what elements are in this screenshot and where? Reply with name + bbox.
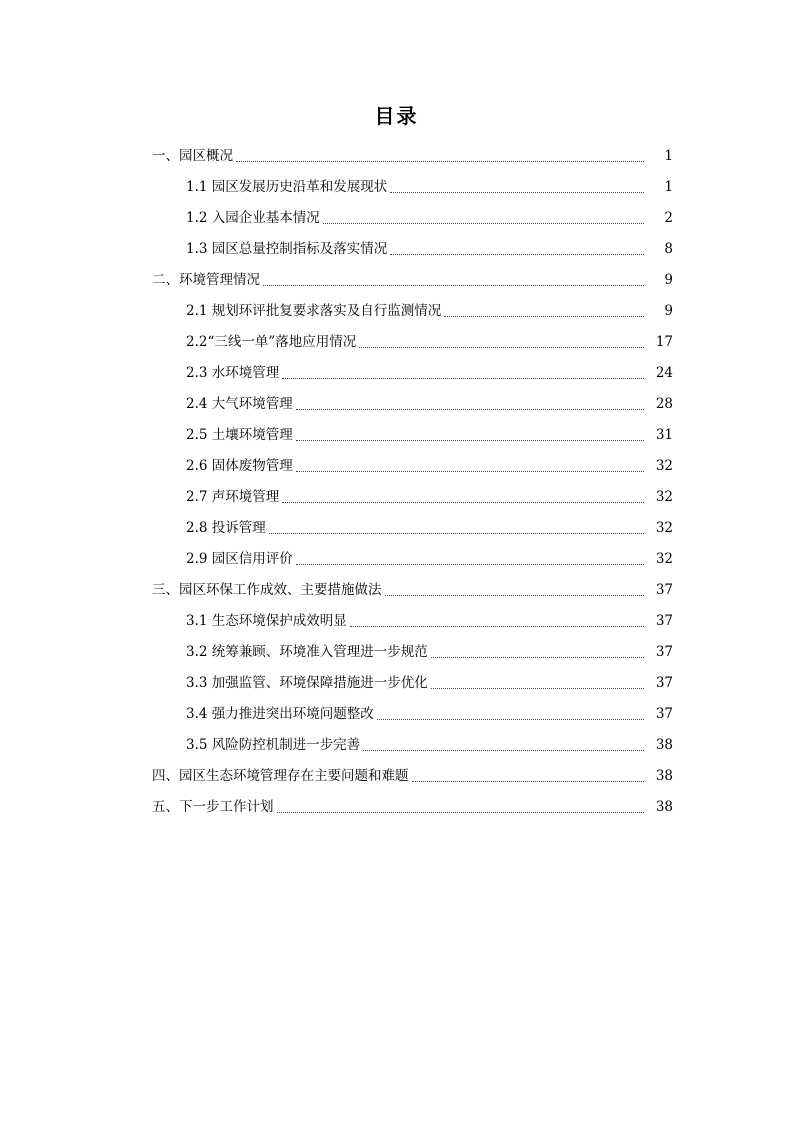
dot-leader bbox=[390, 191, 644, 193]
toc-entry-label: 1.3 园区总量控制指标及落实情况 bbox=[186, 240, 388, 257]
toc-entry-label: 三、园区环保工作成效、主要措施做法 bbox=[152, 581, 382, 598]
toc-entry-label: 3.3 加强监管、环境保障措施进一步优化 bbox=[186, 674, 428, 691]
toc-entry[interactable] bbox=[0, 605, 793, 636]
toc-entry-label: 2.5 土壤环境管理 bbox=[186, 426, 293, 443]
toc-entry-label: 1.2 入园企业基本情况 bbox=[186, 209, 320, 226]
toc-entry-page-number: 24 bbox=[655, 364, 673, 381]
toc-entry-page-number: 37 bbox=[655, 612, 673, 629]
toc-entry-label: 2.1 规划环评批复要求落实及自行监测情况 bbox=[186, 302, 442, 319]
toc-entry[interactable] bbox=[0, 760, 793, 791]
toc-entry[interactable] bbox=[0, 667, 793, 698]
toc-entry-label: 2.9 园区信用评价 bbox=[186, 550, 293, 567]
table-of-contents bbox=[0, 140, 793, 822]
dot-leader bbox=[282, 377, 644, 379]
dot-leader bbox=[277, 811, 645, 813]
toc-entry[interactable] bbox=[0, 791, 793, 822]
toc-entry-page-number: 38 bbox=[655, 767, 673, 784]
toc-entry-label: 3.5 风险防控机制进一步完善 bbox=[186, 736, 361, 753]
toc-entry-label: 一、园区概况 bbox=[152, 147, 233, 164]
toc-entry-page-number: 38 bbox=[655, 736, 673, 753]
toc-entry-label: 2.3 水环境管理 bbox=[186, 364, 280, 381]
toc-entry[interactable] bbox=[0, 729, 793, 760]
toc-entry-page-number: 1 bbox=[664, 147, 673, 164]
dot-leader bbox=[323, 222, 644, 224]
toc-entry-label: 四、园区生态环境管理存在主要问题和难题 bbox=[152, 767, 409, 784]
toc-entry-label: 二、环境管理情况 bbox=[152, 271, 260, 288]
dot-leader bbox=[296, 439, 644, 441]
toc-entry[interactable] bbox=[0, 512, 793, 543]
toc-entry-page-number: 17 bbox=[655, 333, 673, 350]
toc-entry[interactable] bbox=[0, 574, 793, 605]
toc-entry-label: 1.1 园区发展历史沿革和发展现状 bbox=[186, 178, 388, 195]
toc-entry-label: 3.2 统筹兼顾、环境准入管理进一步规范 bbox=[186, 643, 428, 660]
toc-entry[interactable] bbox=[0, 419, 793, 450]
dot-leader bbox=[236, 160, 644, 162]
dot-leader bbox=[363, 749, 644, 751]
dot-leader bbox=[269, 532, 644, 534]
toc-entry[interactable] bbox=[0, 543, 793, 574]
dot-leader bbox=[296, 563, 644, 565]
toc-entry-page-number: 37 bbox=[655, 674, 673, 691]
toc-entry[interactable] bbox=[0, 636, 793, 667]
toc-entry[interactable] bbox=[0, 481, 793, 512]
toc-entry[interactable] bbox=[0, 295, 793, 326]
toc-entry-page-number: 9 bbox=[664, 302, 673, 319]
toc-entry-page-number: 37 bbox=[655, 581, 673, 598]
toc-title: 目录 bbox=[374, 104, 419, 128]
toc-entry-page-number: 38 bbox=[655, 798, 673, 815]
toc-entry-label: 3.4 强力推进突出环境问题整改 bbox=[186, 705, 374, 722]
toc-entry-page-number: 32 bbox=[655, 488, 673, 505]
toc-entry-page-number: 32 bbox=[655, 457, 673, 474]
toc-entry[interactable] bbox=[0, 171, 793, 202]
toc-entry-label: 五、下一步工作计划 bbox=[152, 798, 274, 815]
dot-leader bbox=[431, 687, 644, 689]
toc-entry-page-number: 28 bbox=[655, 395, 673, 412]
toc-entry[interactable] bbox=[0, 264, 793, 295]
dot-leader bbox=[282, 501, 644, 503]
toc-entry-page-number: 9 bbox=[664, 271, 673, 288]
dot-leader bbox=[385, 594, 645, 596]
toc-entry-page-number: 37 bbox=[655, 705, 673, 722]
toc-entry-label: 2.7 声环境管理 bbox=[186, 488, 280, 505]
dot-leader bbox=[359, 346, 644, 348]
toc-entry[interactable] bbox=[0, 357, 793, 388]
toc-entry-label: 2.6 固体废物管理 bbox=[186, 457, 293, 474]
toc-entry-page-number: 32 bbox=[655, 550, 673, 567]
dot-leader bbox=[444, 315, 644, 317]
toc-entry[interactable] bbox=[0, 698, 793, 729]
toc-entry-page-number: 31 bbox=[655, 426, 673, 443]
dot-leader bbox=[390, 253, 644, 255]
toc-entry[interactable] bbox=[0, 233, 793, 264]
toc-entry[interactable] bbox=[0, 202, 793, 233]
toc-entry-page-number: 37 bbox=[655, 643, 673, 660]
toc-entry-page-number: 1 bbox=[664, 178, 673, 195]
toc-entry-label: 2.8 投诉管理 bbox=[186, 519, 266, 536]
toc-entry-label: 2.4 大气环境管理 bbox=[186, 395, 293, 412]
dot-leader bbox=[412, 780, 645, 782]
toc-entry[interactable] bbox=[0, 326, 793, 357]
toc-entry-page-number: 8 bbox=[664, 240, 673, 257]
toc-entry[interactable] bbox=[0, 388, 793, 419]
toc-entry[interactable] bbox=[0, 450, 793, 481]
toc-entry-label: 2.2“三线一单”落地应用情况 bbox=[186, 333, 357, 350]
toc-entry-page-number: 2 bbox=[664, 209, 673, 226]
dot-leader bbox=[377, 718, 644, 720]
dot-leader bbox=[263, 284, 644, 286]
dot-leader bbox=[350, 625, 644, 627]
toc-entry-label: 3.1 生态环境保护成效明显 bbox=[186, 612, 347, 629]
dot-leader bbox=[296, 408, 644, 410]
toc-entry[interactable] bbox=[0, 140, 793, 171]
toc-entry-page-number: 32 bbox=[655, 519, 673, 536]
dot-leader bbox=[296, 470, 644, 472]
dot-leader bbox=[431, 656, 644, 658]
